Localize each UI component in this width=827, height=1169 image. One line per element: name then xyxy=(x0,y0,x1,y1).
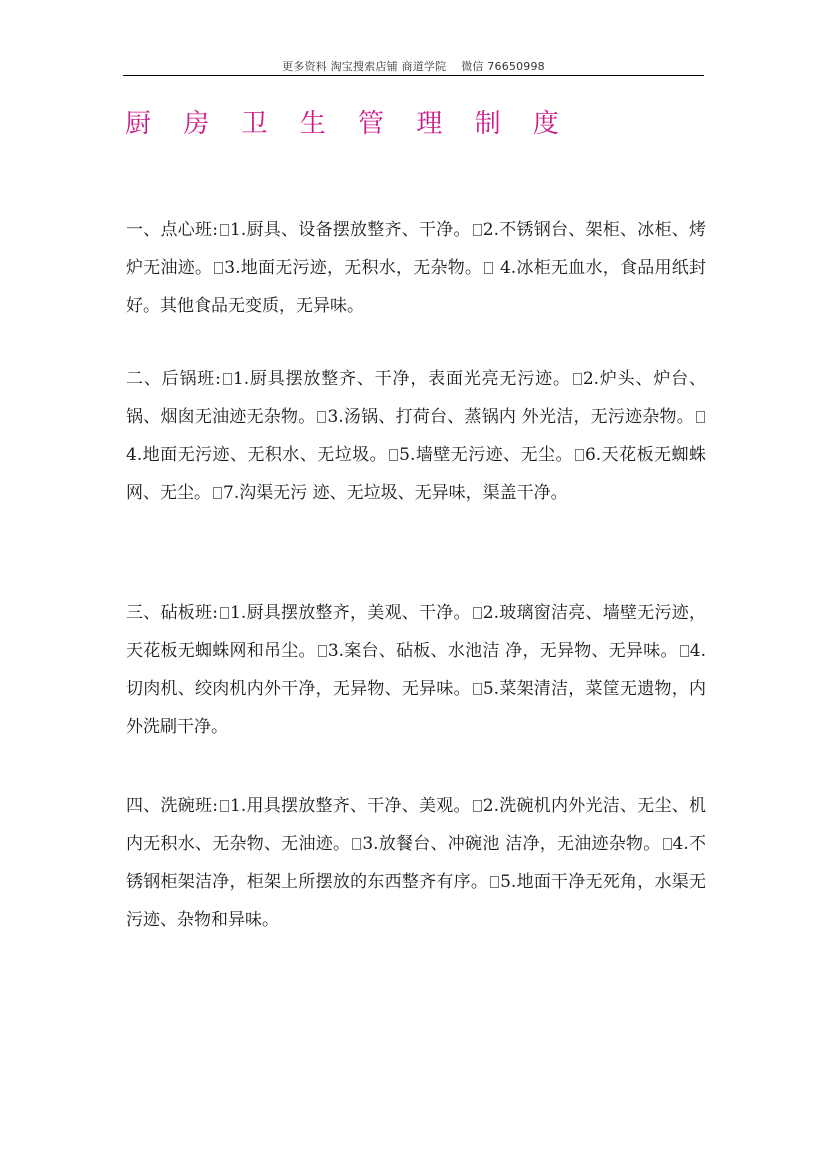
section-heading: 二、后锅班: xyxy=(126,369,221,389)
section-chopping-board xyxy=(126,594,706,746)
section-item: 1.厨具摆放整齐，美观、干净。 xyxy=(230,603,471,623)
bullet-box-icon xyxy=(220,224,229,236)
section-item: 2.玻璃窗洁亮、墙壁无污迹，天花板无蜘蛛网和吊尘。 xyxy=(126,603,706,661)
section-wok xyxy=(126,360,706,512)
section-heading: 三、砧板班: xyxy=(126,603,218,623)
bullet-box-icon xyxy=(318,645,327,657)
bullet-box-icon xyxy=(484,262,493,274)
bullet-box-icon xyxy=(490,876,499,888)
bullet-box-icon xyxy=(680,645,689,657)
page-header: 更多资料 淘宝搜索店铺 商道学院 微信 76650998 xyxy=(282,60,545,73)
section-item: 1.厨具、设备摆放整齐、干净。 xyxy=(230,220,471,240)
section-item: 1.用具摆放整齐、干净、美观。 xyxy=(230,796,471,816)
header-divider xyxy=(123,75,704,76)
bullet-box-icon xyxy=(473,683,482,695)
bullet-box-icon xyxy=(389,449,398,461)
section-item: 2.不锈钢台、架柜、冰柜、烤炉无油迹。 xyxy=(126,220,706,278)
bullet-box-icon xyxy=(473,800,482,812)
section-item: 5.菜架清洁，菜筐无遗物，内外洗刷干净。 xyxy=(126,679,706,737)
bullet-box-icon xyxy=(213,487,222,499)
section-heading: 四、洗碗班: xyxy=(126,796,218,816)
bullet-box-icon xyxy=(220,607,229,619)
bullet-box-icon xyxy=(663,838,672,850)
section-item: 4.切肉机、绞肉机内外干净，无异物、无异味。 xyxy=(126,641,707,699)
section-item: 3.放餐台、冲碗池 洁净，无油迹杂物。 xyxy=(362,834,661,854)
bullet-box-icon xyxy=(573,373,582,385)
section-item: 2.炉头、炉台、锅、烟囱无油迹无杂物。 xyxy=(126,369,706,427)
bullet-box-icon xyxy=(317,411,326,423)
section-item: 4.不锈钢柜架洁净，柜架上所摆放的东西整齐有序。 xyxy=(126,834,706,892)
section-item: 1.厨具摆放整齐、干净，表面光亮无污迹。 xyxy=(232,369,571,389)
bullet-box-icon xyxy=(223,373,232,385)
section-item: 5.墙壁无污迹、无尘。 xyxy=(399,445,573,465)
section-item: 2.洗碗机内外光洁、无尘、机内无积水、无杂物、无油迹。 xyxy=(126,796,706,854)
section-pastry xyxy=(126,211,706,325)
section-item: 6.天花板无蜘蛛网、无尘。 xyxy=(126,445,706,503)
section-item: 3.案台、砧板、水池洁 净，无异物、无异味。 xyxy=(327,641,678,661)
section-item: 3.地面无污迹，无积水，无杂物。 xyxy=(224,258,483,278)
bullet-box-icon xyxy=(696,411,705,423)
document-title: 厨 房 卫 生 管 理 制 度 xyxy=(125,109,571,139)
bullet-box-icon xyxy=(473,224,482,236)
bullet-box-icon xyxy=(214,262,223,274)
section-item: 4.冰柜无血水，食品用纸封好。其他食品无变质，无异味。 xyxy=(126,258,707,316)
section-heading: 一、点心班: xyxy=(126,220,218,240)
bullet-box-icon xyxy=(473,607,482,619)
section-item: 7.沟渠无污 迹、无垃圾、无异味，渠盖干净。 xyxy=(223,483,568,503)
section-item: 3.汤锅、打荷台、蒸锅内 外光洁，无污迹杂物。 xyxy=(327,407,695,427)
section-item: 4.地面无污迹、无积水、无垃圾。 xyxy=(126,445,388,465)
bullet-box-icon xyxy=(575,449,584,461)
bullet-box-icon xyxy=(352,838,361,850)
section-item: 5.地面干净无死角，水渠无污迹、杂物和异味。 xyxy=(126,872,706,930)
bullet-box-icon xyxy=(220,800,229,812)
section-dishwashing xyxy=(126,787,706,939)
